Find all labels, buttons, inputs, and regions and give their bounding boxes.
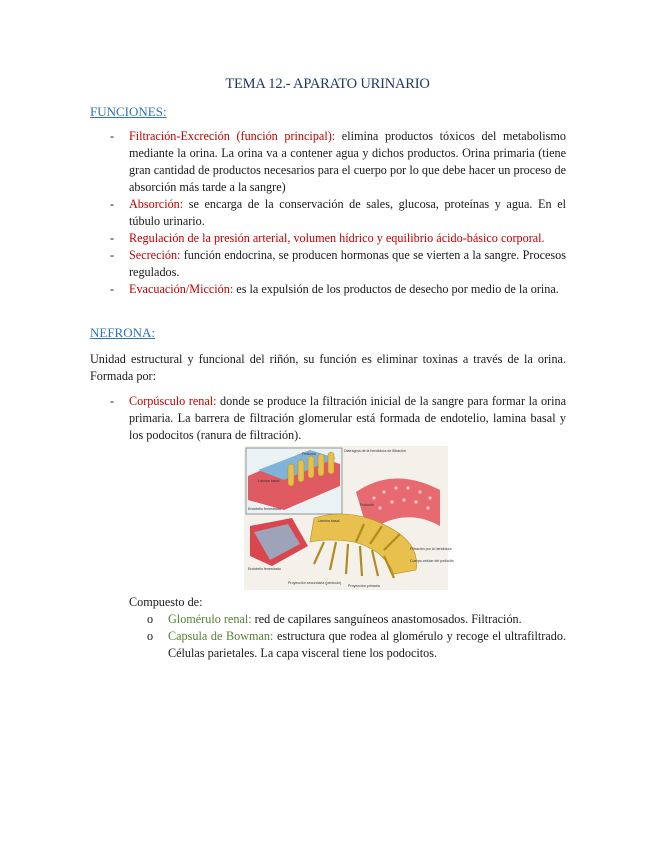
list-item bbox=[145, 628, 566, 662]
item-label: Glomérulo renal: bbox=[168, 612, 252, 626]
compuesto-label: Compuesto de: bbox=[129, 595, 203, 609]
dash-bullet: - bbox=[110, 248, 115, 262]
item-text: estructura que rodea al glomérulo y recoge el ultrafiltrado. Células parietales. La capa visceral tiene los podocitos. bbox=[168, 629, 566, 660]
item-text: se encarga de la conservación de sales, glucosa, proteínas y agua. En el túbulo urinario. bbox=[129, 197, 566, 228]
list-item bbox=[90, 230, 566, 247]
item-label: Secreción: bbox=[129, 248, 181, 262]
label-endotelio: Endotelio fenestrado bbox=[248, 507, 281, 511]
filtration-barrier-illustration bbox=[244, 446, 454, 590]
label-lamina-basal: Lámina basal bbox=[258, 479, 280, 483]
dash-bullet: - bbox=[110, 197, 115, 211]
list-item bbox=[90, 247, 566, 281]
circle-bullet: o bbox=[147, 612, 154, 626]
label-lamina-basal-2: Lámina basal bbox=[318, 519, 340, 523]
item-label: Corpúsculo renal: bbox=[129, 394, 217, 408]
dash-bullet: - bbox=[110, 394, 115, 408]
label-pedicelo: Pedículo bbox=[302, 452, 316, 456]
item-label: Capsula de Bowman: bbox=[168, 629, 274, 643]
nefrona-list bbox=[90, 393, 566, 444]
list-item bbox=[145, 611, 566, 628]
funciones-heading: FUNCIONES: bbox=[90, 104, 167, 119]
item-text: red de capilares sanguíneos anastomosados. Filtración. bbox=[251, 612, 522, 626]
item-label: Evacuación/Micción: bbox=[129, 282, 234, 296]
list-item bbox=[90, 281, 566, 298]
label-diafragma: Diafragma de la hendidura de filtración bbox=[344, 449, 406, 453]
item-text: es la expulsión de los productos de desecho por medio de la orina. bbox=[233, 282, 559, 296]
funciones-list bbox=[90, 128, 566, 298]
dash-bullet: - bbox=[110, 231, 115, 245]
dash-bullet: - bbox=[110, 129, 115, 143]
circle-bullet: o bbox=[147, 629, 154, 643]
item-text: donde se produce la filtración inicial de la sangre para formar la orina primaria. La barrera de filtración glomerular está formada de endotelio, lamina basal y los podocitos (ranura de filtración). bbox=[129, 394, 566, 442]
list-item bbox=[90, 196, 566, 230]
list-item bbox=[90, 128, 566, 196]
dash-bullet: - bbox=[110, 282, 115, 296]
nefrona-heading: NEFRONA: bbox=[90, 325, 156, 340]
page-title: TEMA 12.- APARATO URINARIO bbox=[225, 76, 430, 92]
label-primaria: Proyección primaria bbox=[348, 584, 380, 588]
item-text: elimina productos tóxicos del metabolismo mediante la orina. La orina va a contener agua y dichos productos. Orina primaria (tiene gran cantidad de productos necesarios para el cuerpo por lo que debe hacer un proceso de absorción más tarde a la sangre) bbox=[129, 129, 566, 194]
list-item bbox=[90, 393, 566, 444]
label-secundaria: Proyección secundaria (pedículo) bbox=[288, 581, 342, 585]
label-cuerpo: Cuerpo celular del podocito bbox=[410, 559, 454, 563]
item-label: Absorción: bbox=[129, 197, 184, 211]
compuesto-list bbox=[145, 611, 566, 662]
label-podocito: Podocito bbox=[360, 503, 374, 507]
nefrona-intro: Unidad estructural y funcional del riñón, su función es eliminar toxinas a través de la orina. Formada por: bbox=[90, 352, 566, 383]
label-filtracion: Filtración por la hendidura bbox=[410, 547, 452, 551]
item-label: Filtración-Excreción (función principal): bbox=[129, 129, 336, 143]
item-text: función endocrina, se producen hormonas que se vierten a la sangre. Procesos regulados. bbox=[129, 248, 566, 279]
item-label: Regulación de la presión arterial, volumen hídrico y equilibrio ácido-básico corporal. bbox=[129, 231, 545, 245]
label-endotelio-2: Endotelio fenestrado bbox=[248, 567, 281, 571]
